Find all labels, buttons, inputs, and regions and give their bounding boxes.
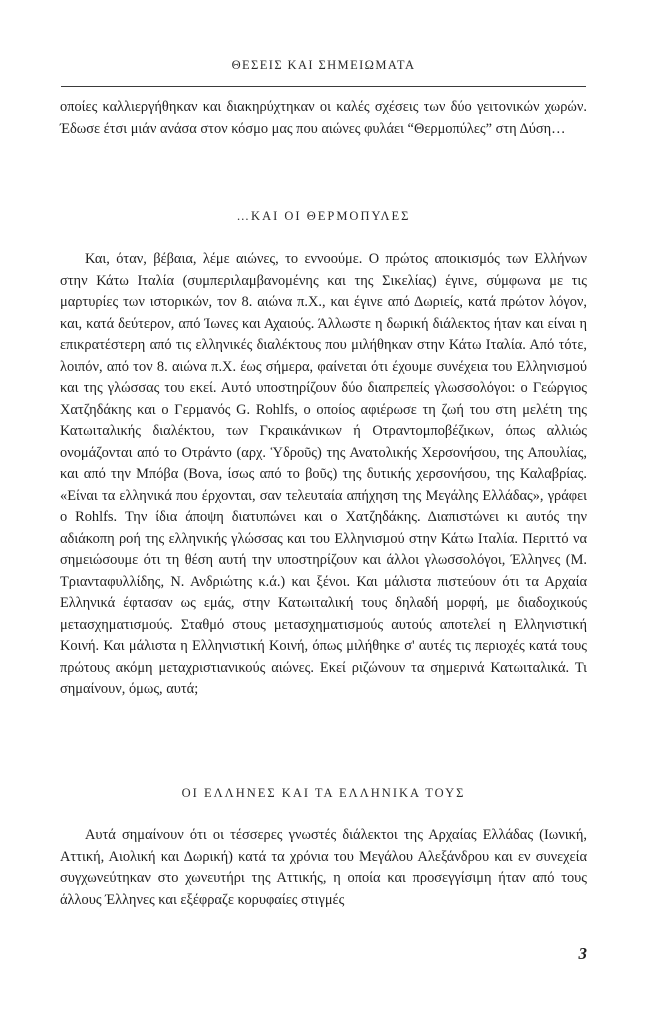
section-heading-ellines: ΟΙ ΕΛΛΗΝΕΣ ΚΑΙ ΤΑ ΕΛΛΗΝΙΚΑ ΤΟΥΣ — [181, 786, 466, 800]
section-heading-thermopyles: …ΚΑΙ ΟΙ ΘΕΡΜΟΠΥΛΕΣ — [236, 209, 411, 223]
paragraph-thermopyles: Και, όταν, βέβαια, λέμε αιώνες, το εννοούμε. Ο πρώτος αποικισμός των Ελλήνων στην Κάτω Ιταλία (συμπεριλαμβανομένης και της Σικελίας) έγινε, σύμφωνα με τις μαρτυρίες των ιστορικών, τον 8. αιώνα π.Χ., και έγινε από Δωριείς, κατά πρώτον λόγον, και, κατά δεύτερον, από Ίωνες και Αχαιούς. Άλλωστε η δωρική διάλεκτος ήταν και είναι η επικρατέστερη από τις ελληνικές διαλέκτους που μιλήθηκαν στην Κάτω Ιταλία. Από τότε, λοιπόν, από τον 8. αιώνα π.Χ. έως σήμερα, φαίνεται ότι έχουμε συνέχεια του Ελληνισμού και της γλώσσας του εκεί. Αυτό υποστηρίζουν δύο διαπρεπείς γλωσσολόγοι: ο Γεώργιος Χατζηδάκης και ο Γερμανός G. Rohlfs, ο οποίος αφιέρωσε τη ζωή του στη μελέτη της Κατωιταλικής διαλέκτου, των Γκραικάνικων ή Οτραντομποβέζικων, όπως αλλιώς ονομάζονται από το Οτράντο (αρχ. Ὑδροῦς) της Ανατολικής Χερσονήσου, της Απουλίας, και από την Μπόβα (Bova, ίσως από το βοῦς) της δυτικής χερσονήσου, της Καλαβρίας. «Είναι τα ελληνικά που έρχονται, σαν τελευταία απήχηση της Μεγάλης Ελλάδας», γράφει ο Rohlfs. Την ίδια άποψη διατυπώνει και ο Χατζηδάκης. Διαπιστώνει κι αυτός την αδιάκοπη ροή της ελληνικής γλώσσας και του Ελληνισμού στην Κάτω Ιταλία. Περιττό να σημειώσουμε ότι τη θέση αυτή την υποστηρίζουν και άλλοι γλωσσολόγοι, Έλληνες (Μ. Τριανταφυλλίδης, Ν. Ανδριώτης κ.ά.) και ξένοι. Και μάλιστα πιστεύουν ότι τα Αρχαία Ελληνικά έφτασαν ως εμάς, στην Κατωιταλική τους δηλαδή μορφή, με διαδοχικούς μετασχηματισμούς. Σταθμό στους μετασχηματισμούς αυτούς αποτελεί η Ελληνιστική Κοινή. Και μάλιστα η Ελληνιστική Κοινή, όπως μιλήθηκε σ' αυτές τις περιοχές κατά τους πρώτους ακόμη μεταχριστιανικούς αιώνες. Εκεί ριζώνουν τα σημερινά Κατωιταλικά. Τι σημαίνουν, όμως, αυτά; — [60, 251, 587, 697]
running-head: ΘΕΣΕΙΣ ΚΑΙ ΣΗΜΕΙΩΜΑΤΑ — [231, 58, 416, 72]
header-rule — [61, 86, 586, 87]
paragraph-intro: οποίες καλλιεργήθηκαν και διακηρύχτηκαν οι καλές σχέσεις των δύο γειτονικών χωρών. Έδωσε έτσι μιάν ανάσα στον κόσμο μας που αιώνες φυλάει “Θερμοπύλες” στη Δύση… — [60, 99, 587, 137]
page-number: 3 — [578, 944, 587, 963]
paragraph-ellines: Αυτά σημαίνουν ότι οι τέσσερες γνωστές διάλεκτοι της Αρχαίας Ελλάδας (Ιωνική, Αττική, Αιολική και Δωρική) κατά τα χρόνια του Μεγάλου Αλεξάνδρου και εν συνεχεία συγχωνεύτηκαν στο χωνευτήρι της Αττικής, η οποία και προσεγγίσιμη ήταν από τους άλλους Έλληνες και εξέφραζε κορυφαίες στιγμές — [60, 827, 587, 908]
